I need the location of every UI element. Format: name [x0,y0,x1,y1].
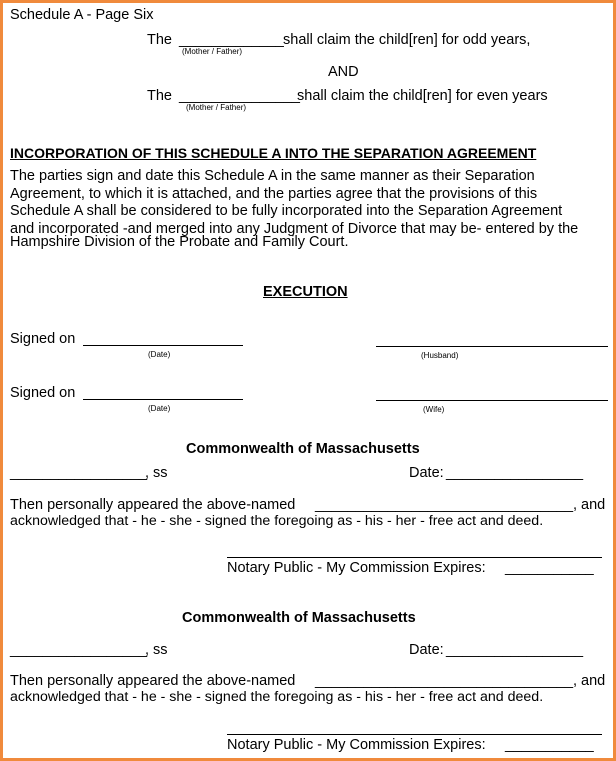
appeared-end-2: , and [573,673,606,689]
incorporation-line-1: The parties sign and date this Schedule A in the same manner as their Separation [10,168,535,184]
ack-line-1: acknowledged that - he - she - signed the foregoing as - his - her - free act and deed. [10,513,544,529]
incorporation-line-4: and incorporated -and merged into any Judgment of Divorce that may be- entered by the [10,220,579,237]
custody-the-even: The [147,88,172,104]
appeared-blank-1[interactable]: ________________________________ [315,497,574,513]
notary-signature-line-1[interactable] [227,557,602,558]
incorporation-heading: INCORPORATION OF THIS SCHEDULE A INTO THE SEPARATION AGREEMENT [10,145,537,161]
odd-years-caption: (Mother / Father) [182,47,243,56]
ss-label-1: , ss [145,465,168,481]
appeared-end-1: , and [573,497,606,513]
commonwealth-title-2: Commonwealth of Massachusetts [182,610,416,626]
date-blank-2[interactable]: _________________ [446,642,584,658]
appeared-blank-2[interactable]: ________________________________ [315,673,574,689]
incorporation-line-3: Schedule A shall be considered to be fully incorporated into the Separation Agreement [10,203,563,219]
signed-on-label-1: Signed on [10,331,76,347]
execution-heading: EXECUTION [263,284,348,300]
signed-on-label-2: Signed on [10,385,76,401]
commonwealth-title-1: Commonwealth of Massachusetts [186,441,420,457]
date-caption-1: (Date) [148,350,171,359]
incorporation-line-2: Agreement, to which it is attached, and the parties agree that the provisions of this [10,185,538,202]
expires-blank-2[interactable]: ___________ [505,737,594,753]
wife-caption: (Wife) [423,405,445,414]
odd-years-blank[interactable]: _____________ [179,32,284,48]
date-caption-2: (Date) [148,404,171,413]
husband-signature-line[interactable] [376,346,608,347]
date-signature-line-1[interactable] [83,345,243,346]
appeared-text-1: Then personally appeared the above-named [10,497,296,513]
date-label-2: Date: [409,642,444,658]
husband-caption: (Husband) [421,351,459,360]
ss-label-2: , ss [145,642,168,658]
appeared-text-2: Then personally appeared the above-named [10,673,296,689]
date-label-1: Date: [409,465,444,481]
notary-line-2: Notary Public - My Commission Expires: [227,737,486,753]
even-years-caption: (Mother / Father) [186,103,247,112]
expires-blank-1[interactable]: ___________ [505,560,594,576]
notary-signature-line-2[interactable] [227,734,602,735]
and-text: AND [328,64,359,80]
even-years-text: shall claim the child[ren] for even years [297,88,548,104]
wife-signature-line[interactable] [376,400,608,401]
date-signature-line-2[interactable] [83,399,243,400]
custody-the-odd: The [147,32,172,48]
even-years-blank[interactable]: _______________ [179,88,300,104]
incorporation-line-5: Hampshire Division of the Probate and Family Court. [10,234,349,250]
odd-years-text: shall claim the child[ren] for odd years, [283,32,531,48]
page-header: Schedule A - Page Six [10,7,154,23]
date-blank-1[interactable]: _________________ [446,465,584,481]
ack-line-2: acknowledged that - he - she - signed the foregoing as - his - her - free act and deed. [10,689,544,705]
ss-blank-2[interactable]: _________________ [10,642,148,658]
notary-line-1: Notary Public - My Commission Expires: [227,560,486,576]
ss-blank-1[interactable]: _________________ [10,465,148,481]
